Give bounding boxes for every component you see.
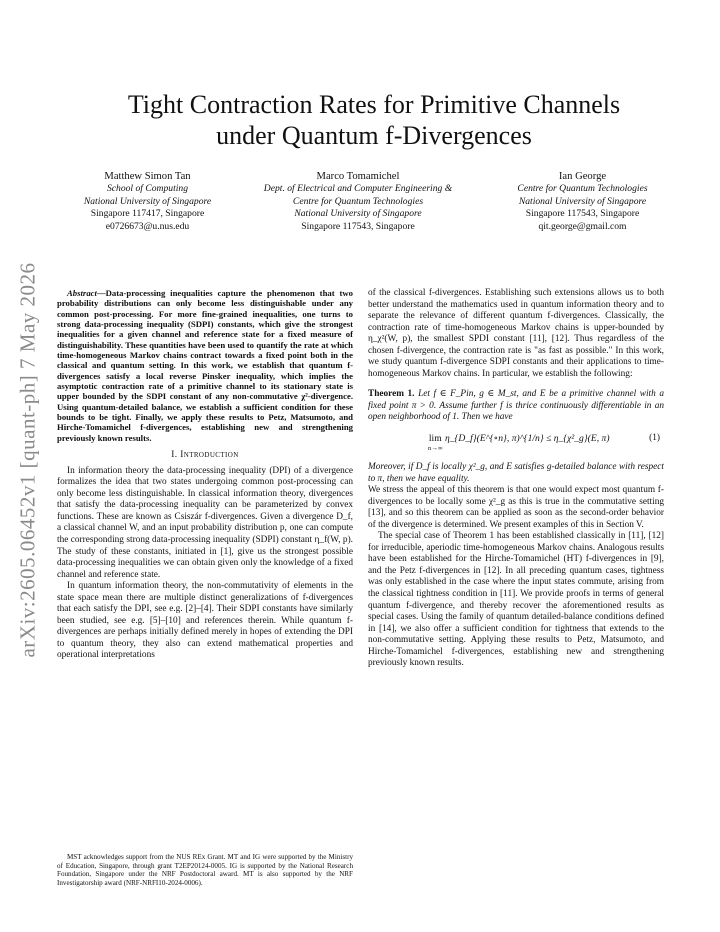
equation-limit: lim [428, 433, 442, 445]
equation-expression: η_{D_f}(E^{∘n}, π)^{1/n} ≤ η_{χ²_g}(E, π) [445, 433, 610, 445]
intro-paragraph-5: The special case of Theorem 1 has been established classically in [11], [12] for irreducible, aperiodic time-homogeneous Markov chains. Analogous results have been established for the Hirche-Tomamichel (HT) f-divergences in [9], and the Petz f-divergences in [12]. In all preceding quantum cases, tightness was only established in the case where the input states commute, arising from the classical tightness condition in [11]. We provide proofs in terms of general quantum f-divergence, and thereby recover the aforementioned results as special cases. Using the family of quantum detailed-balance conditions defined in [14], we also offer a sufficient condition for tightness that extends to the non-commutative setting. Applying these results to Petz, Matsumoto, and Hirche-Tomamichel f-divergences, establishing new and strengthening previously known results. [368, 531, 664, 669]
author-name: Marco Tomamichel [316, 171, 400, 182]
author-email: e0726673@u.nus.edu [105, 220, 190, 232]
author-name: Matthew Simon Tan [104, 171, 191, 182]
author-city: Singapore 117543, Singapore [301, 220, 415, 232]
abstract-label: Abstract [67, 288, 97, 298]
abstract [57, 288, 353, 443]
author-affiliation: Centre for Quantum Technologies [517, 183, 648, 194]
title-line-1: Tight Contraction Rates for Primitive Channels [127, 90, 621, 119]
equation-number: (1) [649, 433, 660, 444]
theorem-tail: Moreover, if D_f is locally χ²_g, and E satisfies g-detailed balance with respect to π, then we have equality. [368, 462, 664, 484]
arxiv-identifier: arXiv:2605.06452v1 [quant-ph] 7 May 2026 [15, 262, 40, 658]
footnote-text: MST acknowledges support from the NUS REx Grant. MT and IG were supported by the Ministry of Education, Singapore, through grant T2EP20124-0005. IG is supported by the National Research Foundation, Singapore under the NRF Postdoctoral award. MT is also supported by the NRF Investigatorship award (NRF-NRFI10-2024-0006). [57, 853, 353, 888]
intro-paragraph-4: We stress the appeal of this theorem is that one would expect most quantum f-divergences to be locally some χ²_g as this is true in the commutative setting [13], and so this theorem can be applied as soon as the second-order behavior of the divergence is determined. We present examples of this in Section V. [368, 485, 664, 530]
theorem-1 [368, 389, 664, 485]
theorem-label: Theorem 1. [368, 389, 415, 400]
section-heading-introduction: I. Introduction [171, 450, 239, 461]
theorem-statement: Let f ∈ F_Pin, g ∈ M_st, and E be a primitive channel with a fixed point π > 0. Assume further f is thrice continuously differentiable in an open neighborhood of 1. Then we have [368, 389, 664, 423]
acknowledgment-footnote [57, 853, 353, 888]
author-block [55, 170, 695, 250]
intro-paragraph-1: In information theory the data-processing inequality (DPI) of a divergence formalizes the idea that two states undergoing common post-processing can only become less distinguishable. In classical information theory, divergences that satisfy the data-processing inequality can be parameterized by convex functions. These are known as Csiszár f-divergences. Given a divergence D_f, a classical channel W, and an input probability distribution p, one can compute the corresponding strong data-processing inequality (SDPI) constant η_f(W, p). The study of these constants, initiated in [1], give us the strongest possible data-processing inequalities we can obtain given only the knowledge of a fixed channel and reference state. [57, 465, 353, 580]
author-affiliation: National University of Singapore [83, 195, 212, 207]
author-name: Ian George [558, 171, 607, 182]
abstract-text: —Data-processing inequalities capture the phenomenon that two probability distributions can only become less distinguishable under any common post-processing. For more fine-grained inequalities, one turns to strong data-processing inequality (SDPI) constants, which give the strongest inequalities for a given channel and reference state for a fixed measure of distinguishability. These quantities have been used to quantify the rate at which time-homogeneous Markov chains contract towards a fixed point both in the classical and quantum setting. In this work, we establish that quantum f-divergences satisfy a local reverse Pinsker inequality, which implies the asymptotic contraction rate of a primitive channel to its stationary state is upper bounded by the SDPI constant of any non-commutative χ²-divergence. Using quantum-detailed balance, we establish a sufficient condition for these bounds to be tight. Finally, we apply these results to Petz, Matsumoto, and Hirche-Tomamichel f-divergences, establishing new and strengthening previously known results. [57, 288, 353, 443]
author-3 [485, 170, 680, 233]
intro-paragraph-2: In quantum information theory, the non-commutativity of elements in the state space mean there are multiple distinct generalizations of f-divergences that each satisfy the DPI, see e.g. [2]–[4]. Their SDPI constants have similarly been studied, see e.g. [5]–[10] and references therein. While quantum f-divergences are perhaps initially defined merely in hopes of extending the DPI to quantum theory, they also can extend mathematical properties and operational interpretations [57, 581, 353, 661]
arxiv-identifier-stamp [8, 250, 48, 670]
author-affiliation: School of Computing [106, 183, 188, 194]
author-affiliation: Dept. of Electrical and Computer Engineering & [263, 183, 453, 194]
author-city: Singapore 117543, Singapore [525, 208, 640, 220]
equation-body [428, 433, 610, 454]
equation-limit-subscript: n→∞ [428, 444, 443, 452]
equation-1 [368, 429, 664, 455]
paper-title [60, 89, 688, 151]
left-column [57, 288, 353, 662]
title-line-2: under Quantum f-Divergences [216, 121, 532, 150]
right-column [368, 288, 664, 670]
intro-paragraph-3: of the classical f-divergences. Establishing such extensions allows us to both better understand the mathematics used in quantum information theory and to separate the relevance of different quantum f-divergences. Classically, the contraction rate of time-homogeneous Markov chains is upper-bounded by η_χ²(W, p), the smallest SPDI constant [11], [12]. Thus regardless of the chosen f-divergence, the contraction rate is "as fast as possible." In this work, we study quantum f-divergence SDPI constants and their applications to time-homogeneous Markov chains. In particular, we establish the following: [368, 288, 664, 379]
author-affiliation: National University of Singapore [294, 208, 422, 220]
author-2 [227, 170, 489, 233]
author-1 [55, 170, 240, 233]
author-city: Singapore 117417, Singapore [90, 208, 205, 220]
author-affiliation: National University of Singapore [518, 195, 647, 207]
author-email: qit.george@gmail.com [538, 220, 627, 232]
author-affiliation: Centre for Quantum Technologies [292, 195, 424, 207]
